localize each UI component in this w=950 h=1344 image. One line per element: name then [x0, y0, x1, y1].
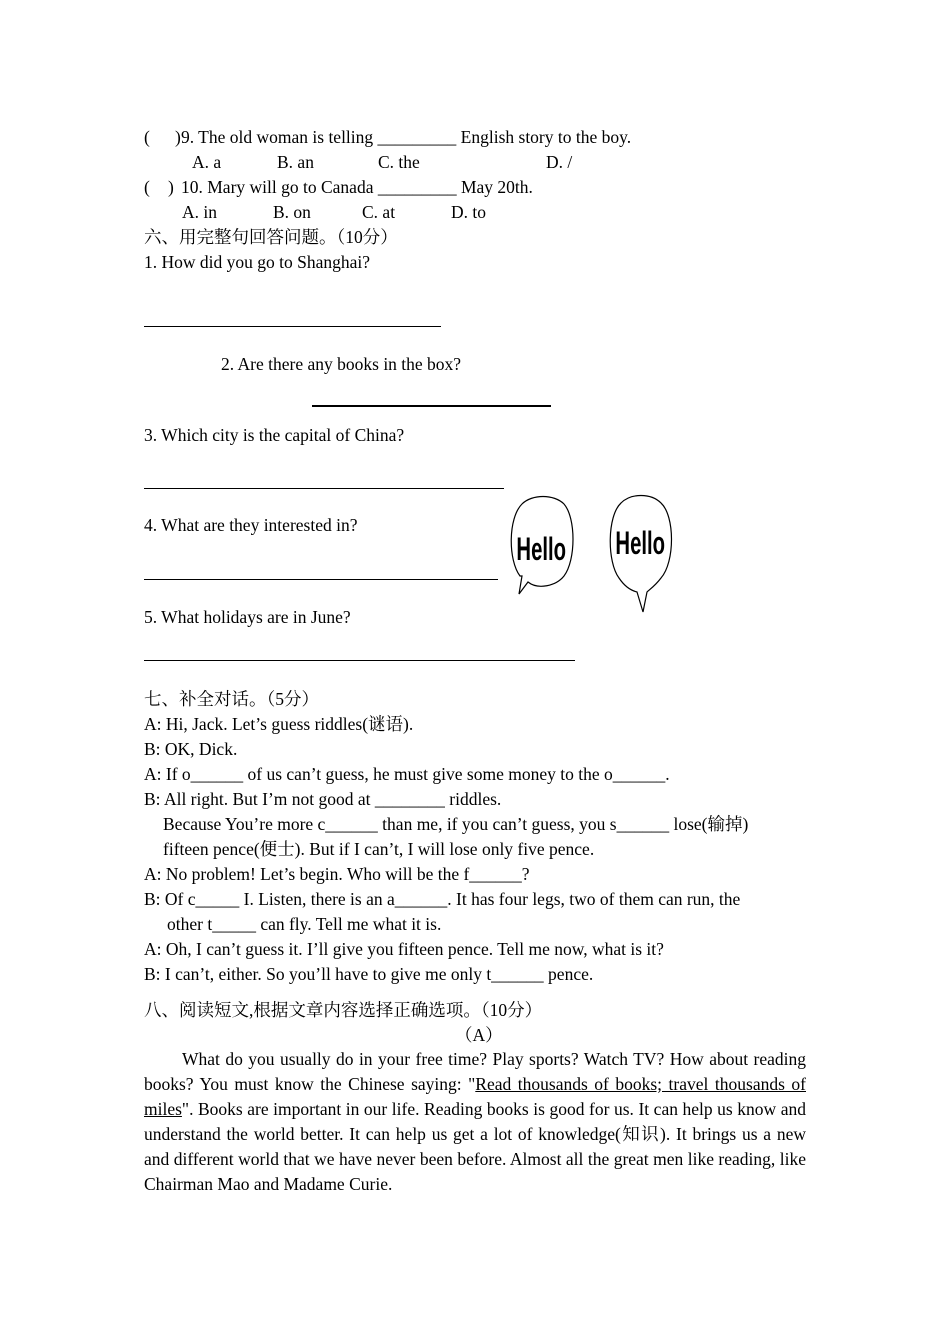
section6-question-5: 5. What holidays are in June?: [144, 607, 351, 627]
dialog-line: A: Oh, I can’t guess it. I’ll give you fifteen pence. Tell me now, what is it?: [144, 939, 664, 959]
q10-option-b: B. on: [273, 202, 311, 222]
q10-paren-open: (: [144, 177, 150, 197]
q9-paren-close: ): [175, 127, 181, 147]
dialog-line: B: All right. But I’m not good at ________ riddles.: [144, 789, 502, 809]
q9-option-c: C. the: [378, 152, 420, 172]
q10-option-d: D. to: [451, 202, 486, 222]
bubble-text-right: Hello: [615, 524, 665, 562]
section6-question-1: 1. How did you go to Shanghai?: [144, 252, 371, 272]
q9-stem: 9. The old woman is telling _________ English story to the boy.: [181, 127, 632, 147]
section6-question-2: 2. Are there any books in the box?: [221, 354, 462, 374]
section6-question-4: 4. What are they interested in?: [144, 515, 358, 535]
dialog-line: Because You’re more c______ than me, if you can’t guess, you s______ lose(输掉): [163, 814, 749, 834]
q9-paren-open: (: [144, 127, 150, 147]
speech-bubble-right: [609, 494, 673, 614]
bubble-text-left: Hello: [516, 530, 566, 568]
passage-text-1: What do you usually do in your free time? Play sports? Watch TV? How about reading books? You must know the Chinese saying: ": [144, 1049, 806, 1094]
dialog-line: B: I can’t, either. So you’ll have to give me only t______ pence.: [144, 964, 594, 984]
dialog-line: A: No problem! Let’s begin. Who will be the f______?: [144, 864, 530, 884]
speech-bubble-left: [510, 494, 576, 598]
passage-label: （A）: [455, 1025, 503, 1045]
answer-line-5[interactable]: [144, 660, 575, 661]
dialog-line: B: Of c_____ I. Listen, there is an a______. It has four legs, two of them can run, the: [144, 889, 741, 909]
q9-option-b: B. an: [277, 152, 314, 172]
section7-title: 七、补全对话。（5分）: [144, 689, 319, 709]
dialog-line: A: If o______ of us can’t guess, he must give some money to the o______.: [144, 764, 670, 784]
answer-line-3[interactable]: [144, 488, 504, 489]
dialog-line: B: OK, Dick.: [144, 739, 238, 759]
answer-line-2[interactable]: [312, 405, 551, 407]
q10-option-a: A. in: [182, 202, 217, 222]
dialog-line: fifteen pence(便士). But if I can’t, I will lose only five pence.: [163, 839, 595, 859]
dialog-line: A: Hi, Jack. Let’s guess riddles(谜语).: [144, 714, 414, 734]
q9-option-d: D. /: [546, 152, 573, 172]
q10-option-c: C. at: [362, 202, 396, 222]
reading-passage: [144, 1047, 806, 1197]
section8-title: 八、阅读短文,根据文章内容选择正确选项。（10分）: [144, 1000, 543, 1020]
q9-option-a: A. a: [192, 152, 222, 172]
passage-text-2: ". Books are important in our life. Reading books is good for us. It can help us know and understand the world better. It can help us get a lot of knowledge(知识). It brings us a new and different world that we have never been before. Almost all the great men like reading, like Chairman Mao and Madame Curie.: [144, 1099, 806, 1194]
answer-line-4[interactable]: [144, 579, 498, 580]
passage-quote: Read thousands of books; travel thousands of miles: [144, 1074, 806, 1119]
dialog-line: other t_____ can fly. Tell me what it is.: [167, 914, 442, 934]
q10-paren-close: ): [168, 177, 174, 197]
section6-question-3: 3. Which city is the capital of China?: [144, 425, 405, 445]
answer-line-1[interactable]: [144, 326, 441, 327]
q10-stem: 10. Mary will go to Canada _________ May 20th.: [181, 177, 533, 197]
section6-title: 六、用完整句回答问题。（10分）: [144, 227, 398, 247]
